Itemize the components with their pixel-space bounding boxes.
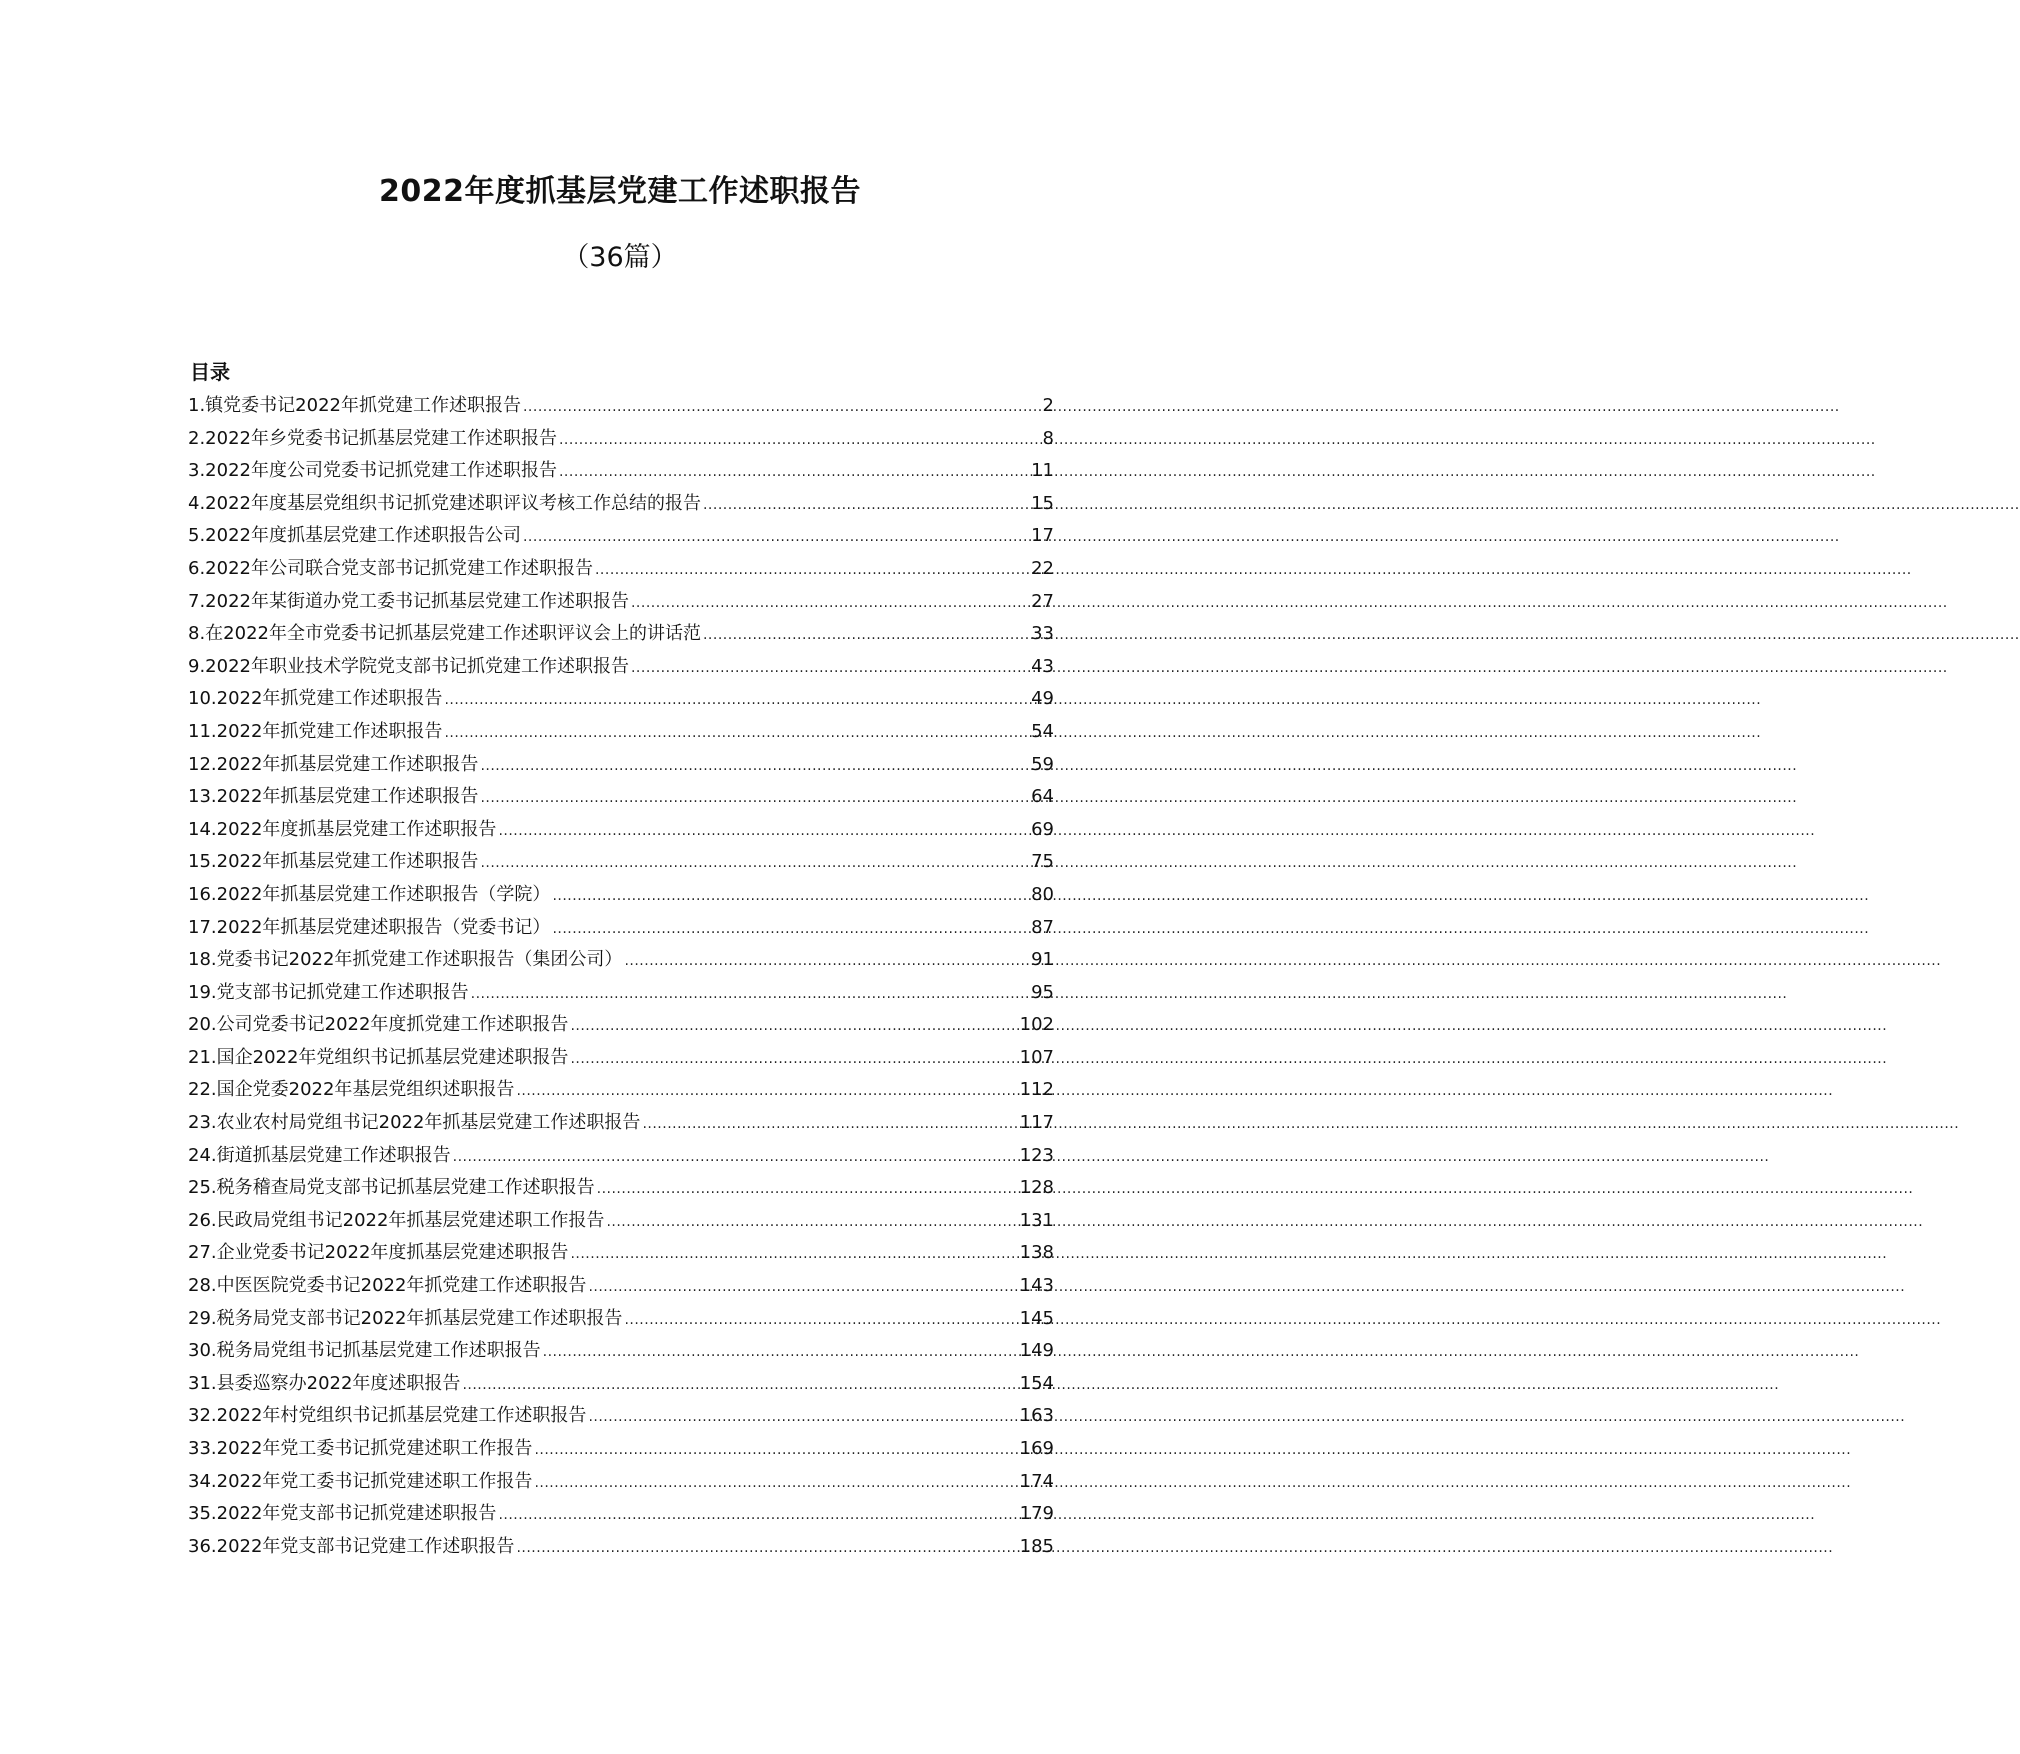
toc-entry[interactable] [188, 1335, 1054, 1368]
toc-entry-page-number[interactable]: 128 [1019, 1177, 1054, 1199]
toc-entry-label[interactable]: 5.2022年度抓基层党建工作述职报告公司 [188, 525, 521, 547]
toc-entry-page-number[interactable]: 33 [1031, 623, 1054, 645]
toc-entry-page-number[interactable]: 2 [1042, 395, 1054, 416]
toc-entry-label[interactable]: 6.2022年公司联合党支部书记抓党建工作述职报告 [188, 557, 593, 579]
toc-entry[interactable] [188, 1140, 1054, 1173]
toc-entry-label[interactable]: 15.2022年抓基层党建工作述职报告 [188, 851, 479, 873]
toc-dot-leader [534, 1434, 1017, 1467]
toc-entry[interactable] [188, 586, 1054, 619]
document-subtitle: （36篇） [562, 242, 678, 273]
toc-entry-label[interactable]: 8.在2022年全市党委书记抓基层党建工作述职评议会上的讲话范 [188, 623, 701, 645]
toc-dot-leader [543, 1336, 1018, 1369]
toc-entry-label[interactable]: 9.2022年职业技术学院党支部书记抓党建工作述职报告 [188, 655, 629, 677]
toc-entry[interactable] [188, 879, 1054, 912]
toc-dot-leader [570, 1238, 1017, 1271]
toc-entry[interactable] [188, 1368, 1054, 1401]
toc-entry-page-number[interactable]: 112 [1019, 1079, 1054, 1101]
toc-entry[interactable] [188, 846, 1054, 879]
toc-entry-label[interactable]: 3.2022年度公司党委书记抓党建工作述职报告 [188, 460, 557, 482]
toc-entry-label[interactable]: 16.2022年抓基层党建工作述职报告（学院） [188, 883, 551, 905]
toc-dot-leader [597, 1173, 1018, 1206]
toc-entry[interactable] [188, 1172, 1054, 1205]
toc-entry[interactable] [188, 488, 1054, 521]
toc-entry-page-number[interactable]: 64 [1031, 786, 1054, 808]
toc-entry-label[interactable]: 2.2022年乡党委书记抓基层党建工作述职报告 [188, 427, 557, 449]
toc-entry-label[interactable]: 33.2022年党工委书记抓党建述职工作报告 [188, 1438, 533, 1459]
toc-entry-label[interactable]: 23.农业农村局党组书记2022年抓基层党建工作述职报告 [188, 1112, 641, 1134]
toc-dot-leader [624, 945, 1029, 978]
toc-entry[interactable] [188, 651, 1054, 684]
toc-entry-page-number[interactable]: 131 [1019, 1209, 1054, 1231]
toc-entry[interactable] [188, 520, 1054, 553]
toc-entry-page-number[interactable]: 143 [1019, 1275, 1054, 1297]
toc-dot-leader [523, 521, 1029, 554]
toc-dot-leader [471, 978, 1029, 1011]
toc-entry[interactable] [188, 1205, 1054, 1238]
toc-entry-page-number[interactable]: 102 [1019, 1014, 1054, 1036]
toc-entry-page-number[interactable]: 27 [1031, 590, 1054, 612]
toc-entry-label[interactable]: 10.2022年抓党建工作述职报告 [188, 688, 443, 710]
toc-entry[interactable] [188, 1400, 1054, 1433]
toc-entry[interactable] [188, 944, 1054, 977]
toc-entry-page-number[interactable]: 174 [1019, 1470, 1054, 1492]
toc-entry-label[interactable]: 30.税务局党组书记抓基层党建工作述职报告 [188, 1340, 541, 1362]
toc-dot-leader [703, 489, 1029, 522]
toc-entry-page-number[interactable]: 8 [1042, 427, 1054, 449]
toc-dot-leader [559, 456, 1029, 489]
toc-entry[interactable] [188, 1433, 1054, 1466]
toc-entry[interactable] [188, 618, 1054, 651]
toc-entry[interactable] [188, 1466, 1054, 1499]
toc-entry[interactable] [188, 1237, 1054, 1270]
toc-entry-page-number[interactable]: 95 [1031, 981, 1054, 1003]
toc-entry[interactable] [188, 1303, 1054, 1336]
toc-dot-leader [642, 1108, 1017, 1141]
toc-entry-page-number[interactable]: 75 [1031, 851, 1054, 873]
toc-entry[interactable] [188, 1498, 1054, 1531]
toc-entry-label[interactable]: 1.镇党委书记2022年抓党建工作述职报告 [188, 395, 521, 416]
toc-entry-page-number[interactable]: 149 [1019, 1340, 1054, 1362]
toc-entry[interactable] [188, 423, 1054, 456]
toc-entry[interactable] [188, 781, 1054, 814]
toc-dot-leader [570, 1043, 1017, 1076]
toc-entry-page-number[interactable]: 123 [1019, 1144, 1054, 1166]
toc-entry-page-number[interactable]: 107 [1019, 1046, 1054, 1068]
toc-dot-leader [588, 1401, 1017, 1434]
toc-dot-leader [552, 880, 1029, 913]
toc-dot-leader [624, 1304, 1017, 1337]
toc-entry-label[interactable]: 36.2022年党支部书记党建工作述职报告 [188, 1535, 515, 1557]
table-of-contents [188, 390, 1054, 1563]
toc-entry-label[interactable]: 31.县委巡察办2022年度述职报告 [188, 1372, 461, 1394]
toc-entry[interactable] [188, 716, 1054, 749]
toc-entry-page-number[interactable]: 80 [1031, 883, 1054, 905]
toc-dot-leader [552, 913, 1029, 946]
toc-entry-page-number[interactable]: 11 [1031, 460, 1054, 482]
toc-entry-label[interactable]: 17.2022年抓基层党建述职报告（党委书记） [188, 916, 551, 938]
toc-entry-label[interactable]: 25.税务稽查局党支部书记抓基层党建工作述职报告 [188, 1177, 595, 1199]
toc-entry[interactable] [188, 1042, 1054, 1075]
toc-entry-page-number[interactable]: 49 [1031, 688, 1054, 710]
toc-dot-leader [588, 1271, 1017, 1304]
toc-entry-label[interactable]: 13.2022年抓基层党建工作述职报告 [188, 786, 479, 808]
toc-entry-label[interactable]: 26.民政局党组书记2022年抓基层党建述职工作报告 [188, 1209, 605, 1231]
toc-dot-leader [444, 717, 1029, 750]
toc-entry-label[interactable]: 35.2022年党支部书记抓党建述职报告 [188, 1503, 497, 1525]
toc-entry-label[interactable]: 20.公司党委书记2022年度抓党建工作述职报告 [188, 1014, 569, 1036]
toc-dot-leader [570, 1010, 1017, 1043]
toc-entry-label[interactable]: 11.2022年抓党建工作述职报告 [188, 720, 443, 742]
toc-entry[interactable] [188, 553, 1054, 586]
toc-dot-leader [523, 391, 1041, 424]
toc-entry-label[interactable]: 28.中医医院党委书记2022年抓党建工作述职报告 [188, 1275, 587, 1297]
toc-entry-label[interactable]: 24.街道抓基层党建工作述职报告 [188, 1144, 451, 1166]
toc-dot-leader [480, 782, 1029, 815]
toc-entry-page-number[interactable]: 163 [1019, 1405, 1054, 1427]
toc-entry[interactable] [188, 1074, 1054, 1107]
toc-entry-label[interactable]: 22.国企党委2022年基层党组织述职报告 [188, 1079, 515, 1101]
toc-entry-label[interactable]: 12.2022年抓基层党建工作述职报告 [188, 753, 479, 775]
toc-entry-page-number[interactable]: 117 [1019, 1112, 1054, 1134]
toc-dot-leader [516, 1075, 1017, 1108]
toc-entry[interactable] [188, 455, 1054, 488]
toc-entry-page-number[interactable]: 17 [1031, 525, 1054, 547]
toc-dot-leader [498, 1499, 1017, 1532]
toc-dot-leader [462, 1369, 1017, 1402]
toc-entry-page-number[interactable]: 179 [1019, 1503, 1054, 1525]
toc-entry-page-number[interactable]: 69 [1031, 818, 1054, 840]
toc-entry-label[interactable]: 4.2022年度基层党组织书记抓党建述职评议考核工作总结的报告 [188, 492, 701, 514]
toc-dot-leader [559, 424, 1041, 457]
toc-heading: 目录 [190, 360, 230, 384]
toc-entry-page-number[interactable]: 185 [1019, 1535, 1054, 1557]
toc-entry-page-number[interactable]: 91 [1031, 949, 1054, 971]
toc-entry-label[interactable]: 21.国企2022年党组织书记抓基层党建述职报告 [188, 1046, 569, 1068]
toc-entry[interactable] [188, 1531, 1054, 1564]
toc-dot-leader [703, 619, 1029, 652]
toc-dot-leader [534, 1467, 1017, 1500]
toc-dot-leader [631, 587, 1029, 620]
toc-entry-page-number[interactable]: 154 [1019, 1372, 1054, 1394]
toc-entry-page-number[interactable]: 145 [1019, 1307, 1054, 1329]
toc-entry[interactable] [188, 814, 1054, 847]
toc-dot-leader [595, 554, 1029, 587]
toc-entry[interactable] [188, 1107, 1054, 1140]
document-title: 2022年度抓基层党建工作述职报告 [379, 174, 861, 209]
toc-entry[interactable] [188, 683, 1054, 716]
toc-dot-leader [631, 652, 1029, 685]
toc-entry-page-number[interactable]: 54 [1031, 720, 1054, 742]
toc-entry[interactable] [188, 749, 1054, 782]
toc-entry-page-number[interactable]: 15 [1031, 492, 1054, 514]
toc-entry-page-number[interactable]: 138 [1019, 1242, 1054, 1264]
toc-entry-label[interactable]: 19.党支部书记抓党建工作述职报告 [188, 981, 469, 1003]
toc-entry-page-number[interactable]: 43 [1031, 655, 1054, 677]
toc-dot-leader [480, 750, 1029, 783]
toc-entry-page-number[interactable]: 59 [1031, 753, 1054, 775]
toc-dot-leader [498, 815, 1029, 848]
toc-entry[interactable] [188, 1270, 1054, 1303]
toc-entry-label[interactable]: 34.2022年党工委书记抓党建述职工作报告 [188, 1470, 533, 1492]
toc-entry-label[interactable]: 29.税务局党支部书记2022年抓基层党建工作述职报告 [188, 1307, 623, 1329]
toc-entry-label[interactable]: 7.2022年某街道办党工委书记抓基层党建工作述职报告 [188, 590, 629, 612]
toc-entry[interactable] [188, 390, 1054, 423]
toc-entry[interactable] [188, 1009, 1054, 1042]
toc-entry-label[interactable]: 18.党委书记2022年抓党建工作述职报告（集团公司） [188, 949, 623, 971]
toc-dot-leader [444, 684, 1029, 717]
toc-entry-page-number[interactable]: 87 [1031, 916, 1054, 938]
toc-entry-label[interactable]: 27.企业党委书记2022年度抓基层党建述职报告 [188, 1242, 569, 1264]
toc-entry[interactable] [188, 977, 1054, 1010]
toc-entry[interactable] [188, 912, 1054, 945]
toc-entry-page-number[interactable]: 169 [1019, 1438, 1054, 1459]
toc-dot-leader [480, 847, 1029, 880]
toc-entry-label[interactable]: 14.2022年度抓基层党建工作述职报告 [188, 818, 497, 840]
toc-dot-leader [606, 1206, 1017, 1239]
toc-entry-label[interactable]: 32.2022年村党组织书记抓基层党建工作述职报告 [188, 1405, 587, 1427]
toc-dot-leader [453, 1141, 1018, 1174]
toc-entry-page-number[interactable]: 22 [1031, 557, 1054, 579]
toc-dot-leader [516, 1532, 1017, 1565]
